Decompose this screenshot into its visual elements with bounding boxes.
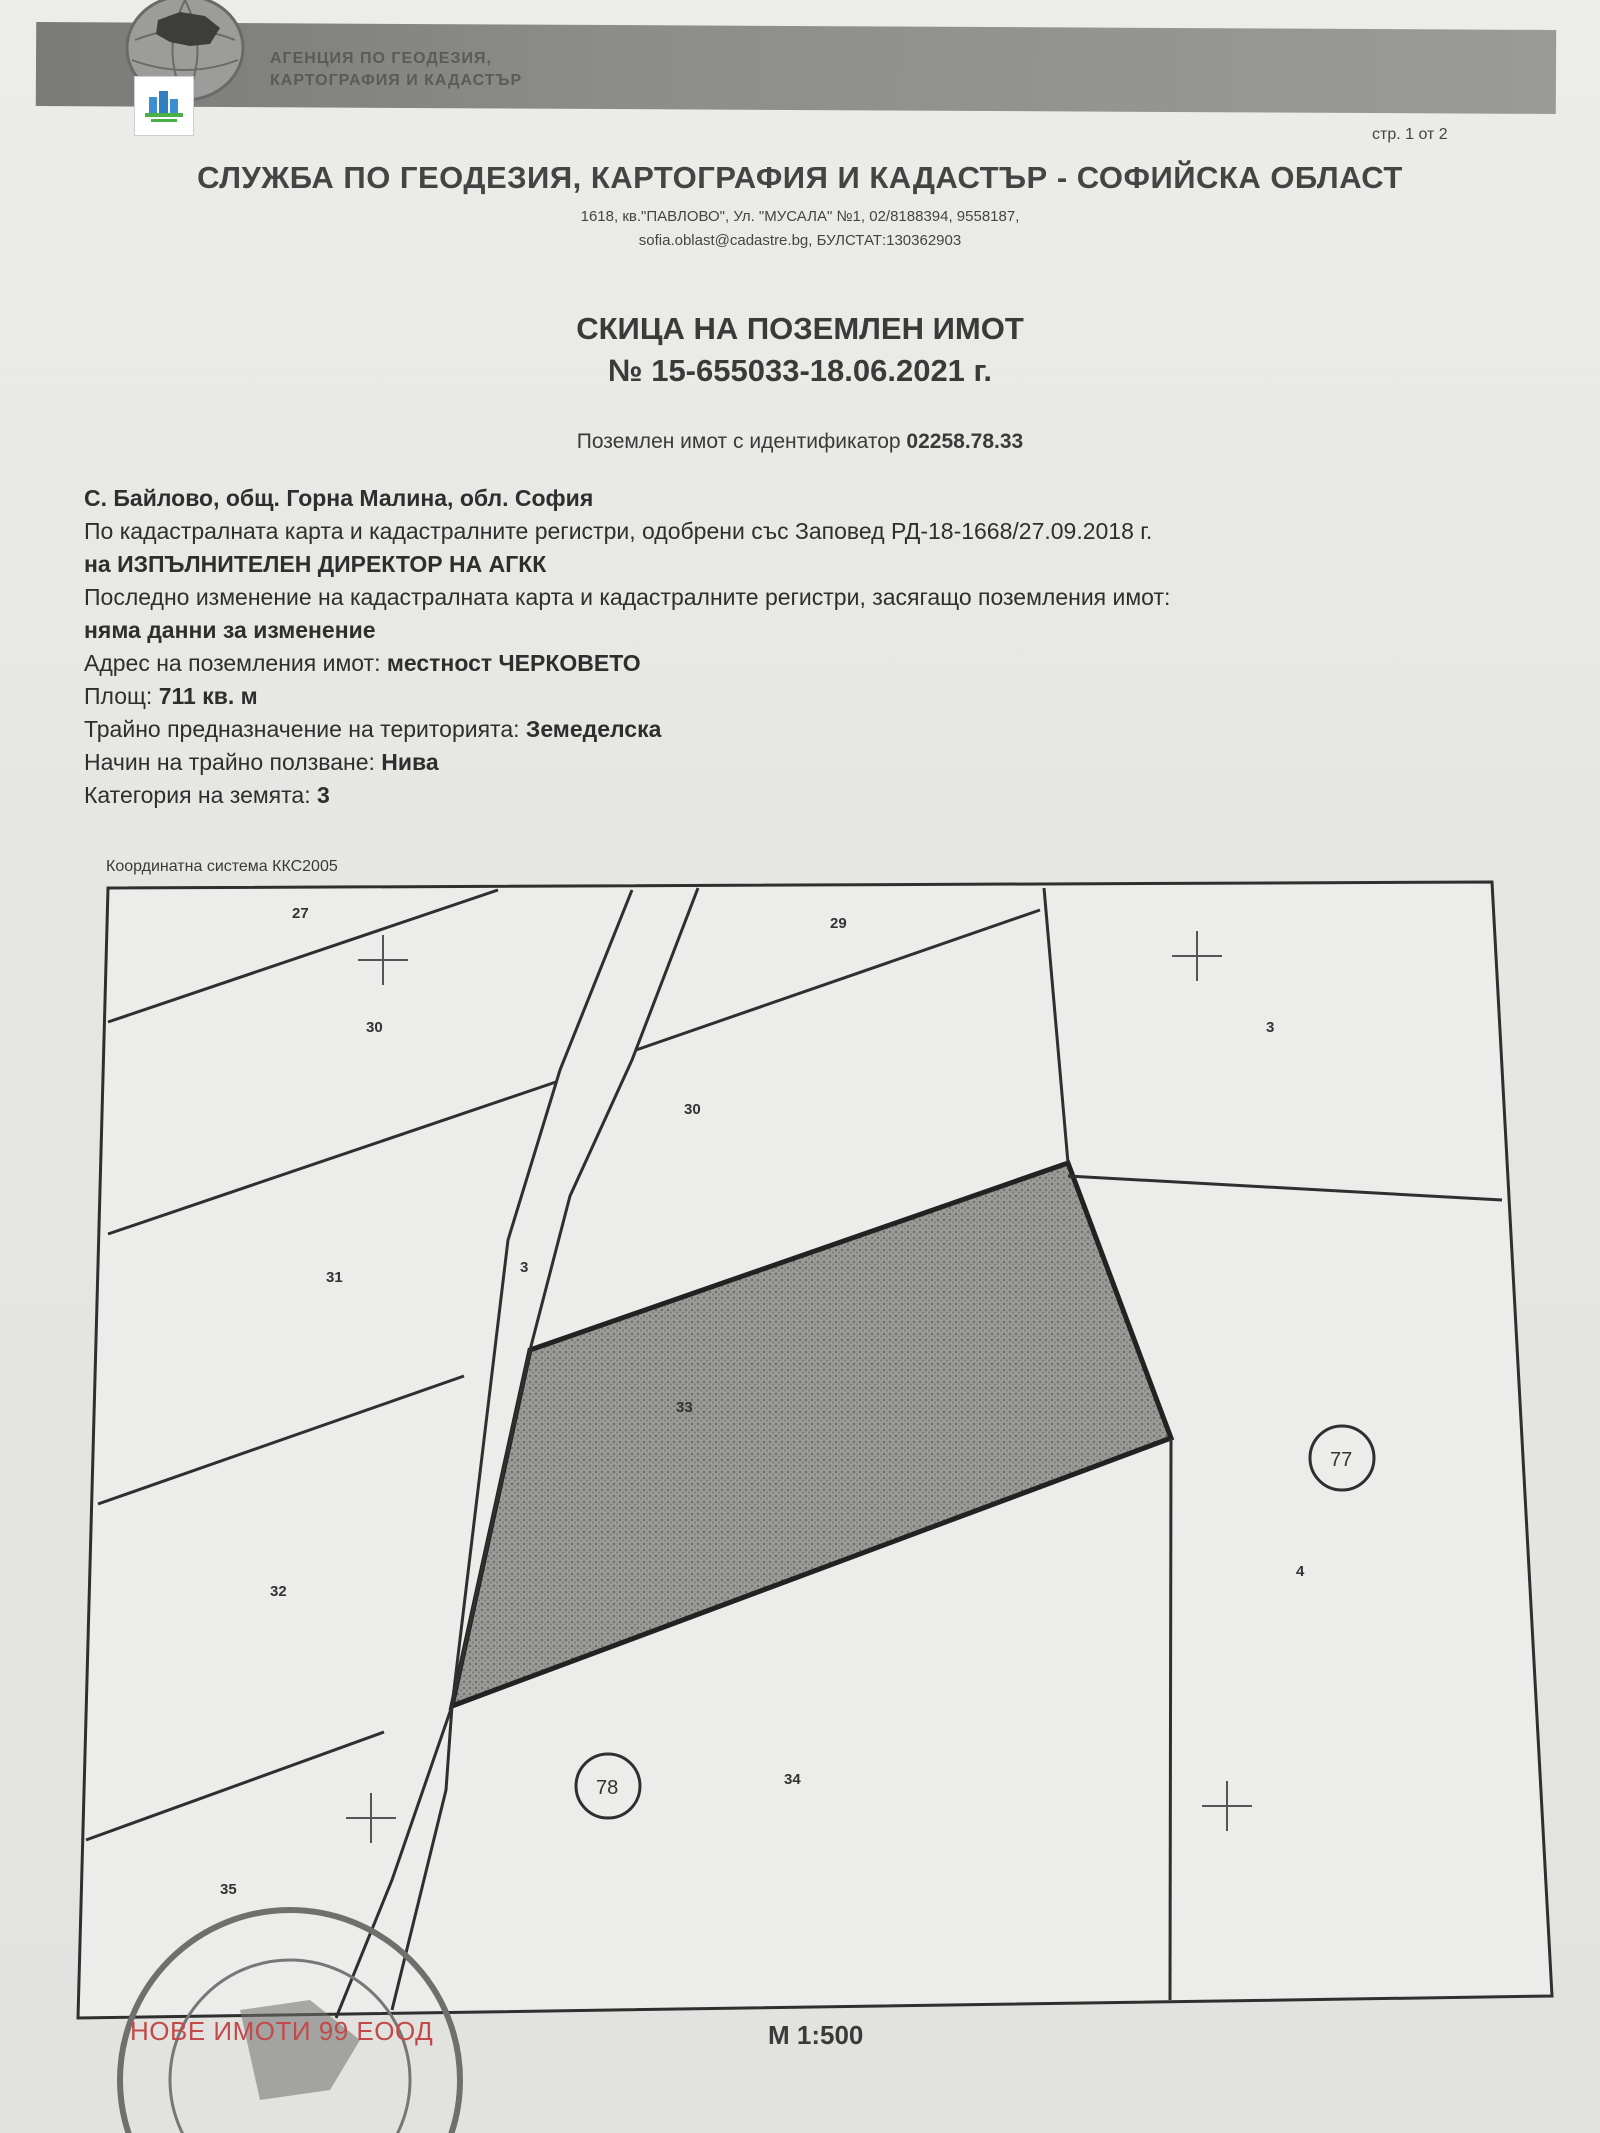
- band-line-1: АГЕНЦИЯ ПО ГЕОДЕЗИЯ,: [270, 50, 492, 67]
- purpose-value: Земеделска: [525, 716, 662, 742]
- cadastre-line-1: По кадастралната карта и кадастралните регистри, одобрени със Заповед РД-18-1668/27.09.2018 г.: [84, 518, 1153, 544]
- parcel-label: 30: [684, 1101, 701, 1118]
- coordinate-system: Координатна система ККС2005: [106, 858, 338, 875]
- identifier-value: 02258.78.33: [906, 430, 1024, 453]
- parcel-label: 4: [1296, 1563, 1305, 1580]
- parcel-label: 78: [596, 1777, 619, 1799]
- agency-address-line-1: 1618, кв."ПАВЛОВО", Ул. "МУСАЛА" №1, 02/8188394, 9558187,: [580, 208, 1020, 225]
- page-number: стр. 1 от 2: [1372, 126, 1448, 143]
- parcel-label: 29: [830, 915, 847, 932]
- parcel-label: 35: [220, 1881, 237, 1898]
- cadastre-line-2: на ИЗПЪЛНИТЕЛЕН ДИРЕКТОР НА АГКК: [84, 551, 547, 577]
- parcel-label: 33: [676, 1399, 693, 1416]
- area-value: 711 кв. м: [158, 683, 258, 709]
- watermark-text: НОВЕ ИМОТИ 99 ЕООД: [130, 2016, 434, 2046]
- agency-address-line-2: sofia.oblast@cadastre.bg, БУЛСТАТ:130362903: [638, 232, 962, 249]
- parcel-label: 31: [326, 1269, 343, 1286]
- parcel-label: 77: [1330, 1449, 1353, 1471]
- parcel-label: 3: [1266, 1019, 1275, 1036]
- parcel-label: 30: [366, 1019, 383, 1036]
- map-scale: М 1:500: [768, 2020, 864, 2050]
- address-label: Адрес на поземления имот:: [84, 650, 381, 676]
- usage-value: Нива: [381, 749, 439, 775]
- parcel-label: 34: [784, 1771, 801, 1788]
- category-value: 3: [317, 782, 330, 808]
- parcel-label: 32: [270, 1583, 287, 1600]
- band-line-2: КАРТОГРАФИЯ И КАДАСТЪР: [270, 72, 523, 89]
- address-value: местност ЧЕРКОВЕТО: [386, 650, 641, 676]
- usage-label: Начин на трайно ползване:: [84, 749, 375, 775]
- category-label: Категория на земята:: [84, 782, 311, 808]
- area-label: Площ:: [84, 683, 153, 709]
- identifier-label: Поземлен имот с идентификатор: [576, 430, 901, 453]
- last-change-label: Последно изменение на кадастралната карта и кадастралните регистри, засягащо поземления имот:: [84, 584, 1171, 610]
- last-change-value: няма данни за изменение: [84, 617, 376, 643]
- boundary-34-4: [1170, 1438, 1171, 2000]
- parcel-label: 27: [292, 905, 309, 922]
- parcel-label: 3: [520, 1259, 529, 1276]
- title-line-2: № 15-655033-18.06.2021 г.: [608, 353, 992, 388]
- official-stamp-icon: [0, 1890, 480, 2133]
- agency-name: СЛУЖБА ПО ГЕОДЕЗИЯ, КАРТОГРАФИЯ И КАДАСТЪР - СОФИЙСКА ОБЛАСТ: [197, 160, 1403, 195]
- location: С. Байлово, общ. Горна Малина, обл. София: [84, 485, 594, 511]
- title-line-1: СКИЦА НА ПОЗЕМЛЕН ИМОТ: [576, 311, 1024, 346]
- purpose-label: Трайно предназначение на територията:: [84, 716, 520, 742]
